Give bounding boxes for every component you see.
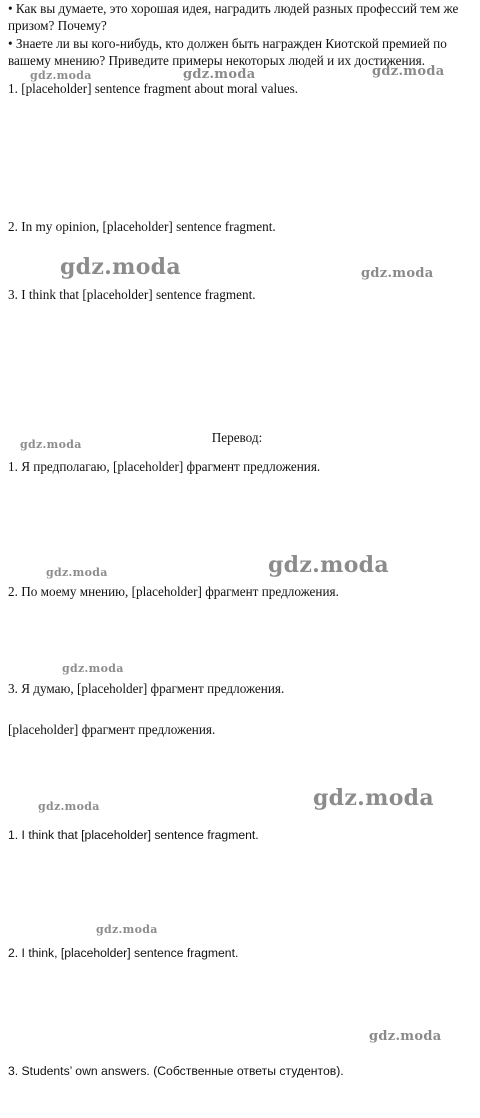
watermark: gdz.moda bbox=[369, 1029, 442, 1044]
watermark: gdz.moda bbox=[20, 438, 82, 451]
answer-2: 2. In my opinion, [placeholder] sentence fragment. bbox=[8, 219, 276, 234]
question-2: • Знаете ли вы кого-нибудь, кто должен быть награжден Киотской премией по вашему мнению? Приведите примеры некоторых людей и их достижения. bbox=[8, 36, 447, 69]
question-1: • Как вы думаете, это хорошая идея, наградить людей разных профессий тем же призом? Почему? bbox=[8, 1, 459, 34]
watermark: gdz.moda bbox=[60, 254, 181, 280]
watermark: gdz.moda bbox=[38, 800, 100, 813]
watermark: gdz.moda bbox=[183, 67, 256, 82]
translation-2: 2. По моему мнению, [placeholder] фрагмент предложения. bbox=[8, 584, 339, 599]
translation-3: 3. Я думаю, [placeholder] фрагмент предложения. bbox=[8, 681, 285, 696]
translation-heading: Перевод: bbox=[211, 430, 263, 445]
discussion-answer-2: 2. I think, [placeholder] sentence fragment. bbox=[8, 946, 239, 960]
watermark: gdz.moda bbox=[372, 64, 445, 79]
discussion-answer-3: 3. Students’ own answers. (Собственные ответы студентов). bbox=[8, 1064, 344, 1078]
watermark: gdz.moda bbox=[96, 923, 158, 936]
answer-3: 3. I think that [placeholder] sentence fragment. bbox=[8, 287, 256, 302]
watermark: gdz.moda bbox=[313, 785, 434, 811]
translation-3-continued: [placeholder] фрагмент предложения. bbox=[8, 722, 216, 737]
watermark: gdz.moda bbox=[30, 69, 92, 82]
watermark: gdz.moda bbox=[361, 266, 434, 281]
watermark: gdz.moda bbox=[62, 662, 124, 675]
watermark: gdz.moda bbox=[46, 566, 108, 579]
translation-1: 1. Я предполагаю, [placeholder] фрагмент предложения. bbox=[8, 459, 321, 474]
answer-1: 1. [placeholder] sentence fragment about moral values. bbox=[8, 81, 299, 96]
watermark: gdz.moda bbox=[268, 552, 389, 578]
discussion-answer-1: 1. I think that [placeholder] sentence fragment. bbox=[8, 828, 259, 842]
